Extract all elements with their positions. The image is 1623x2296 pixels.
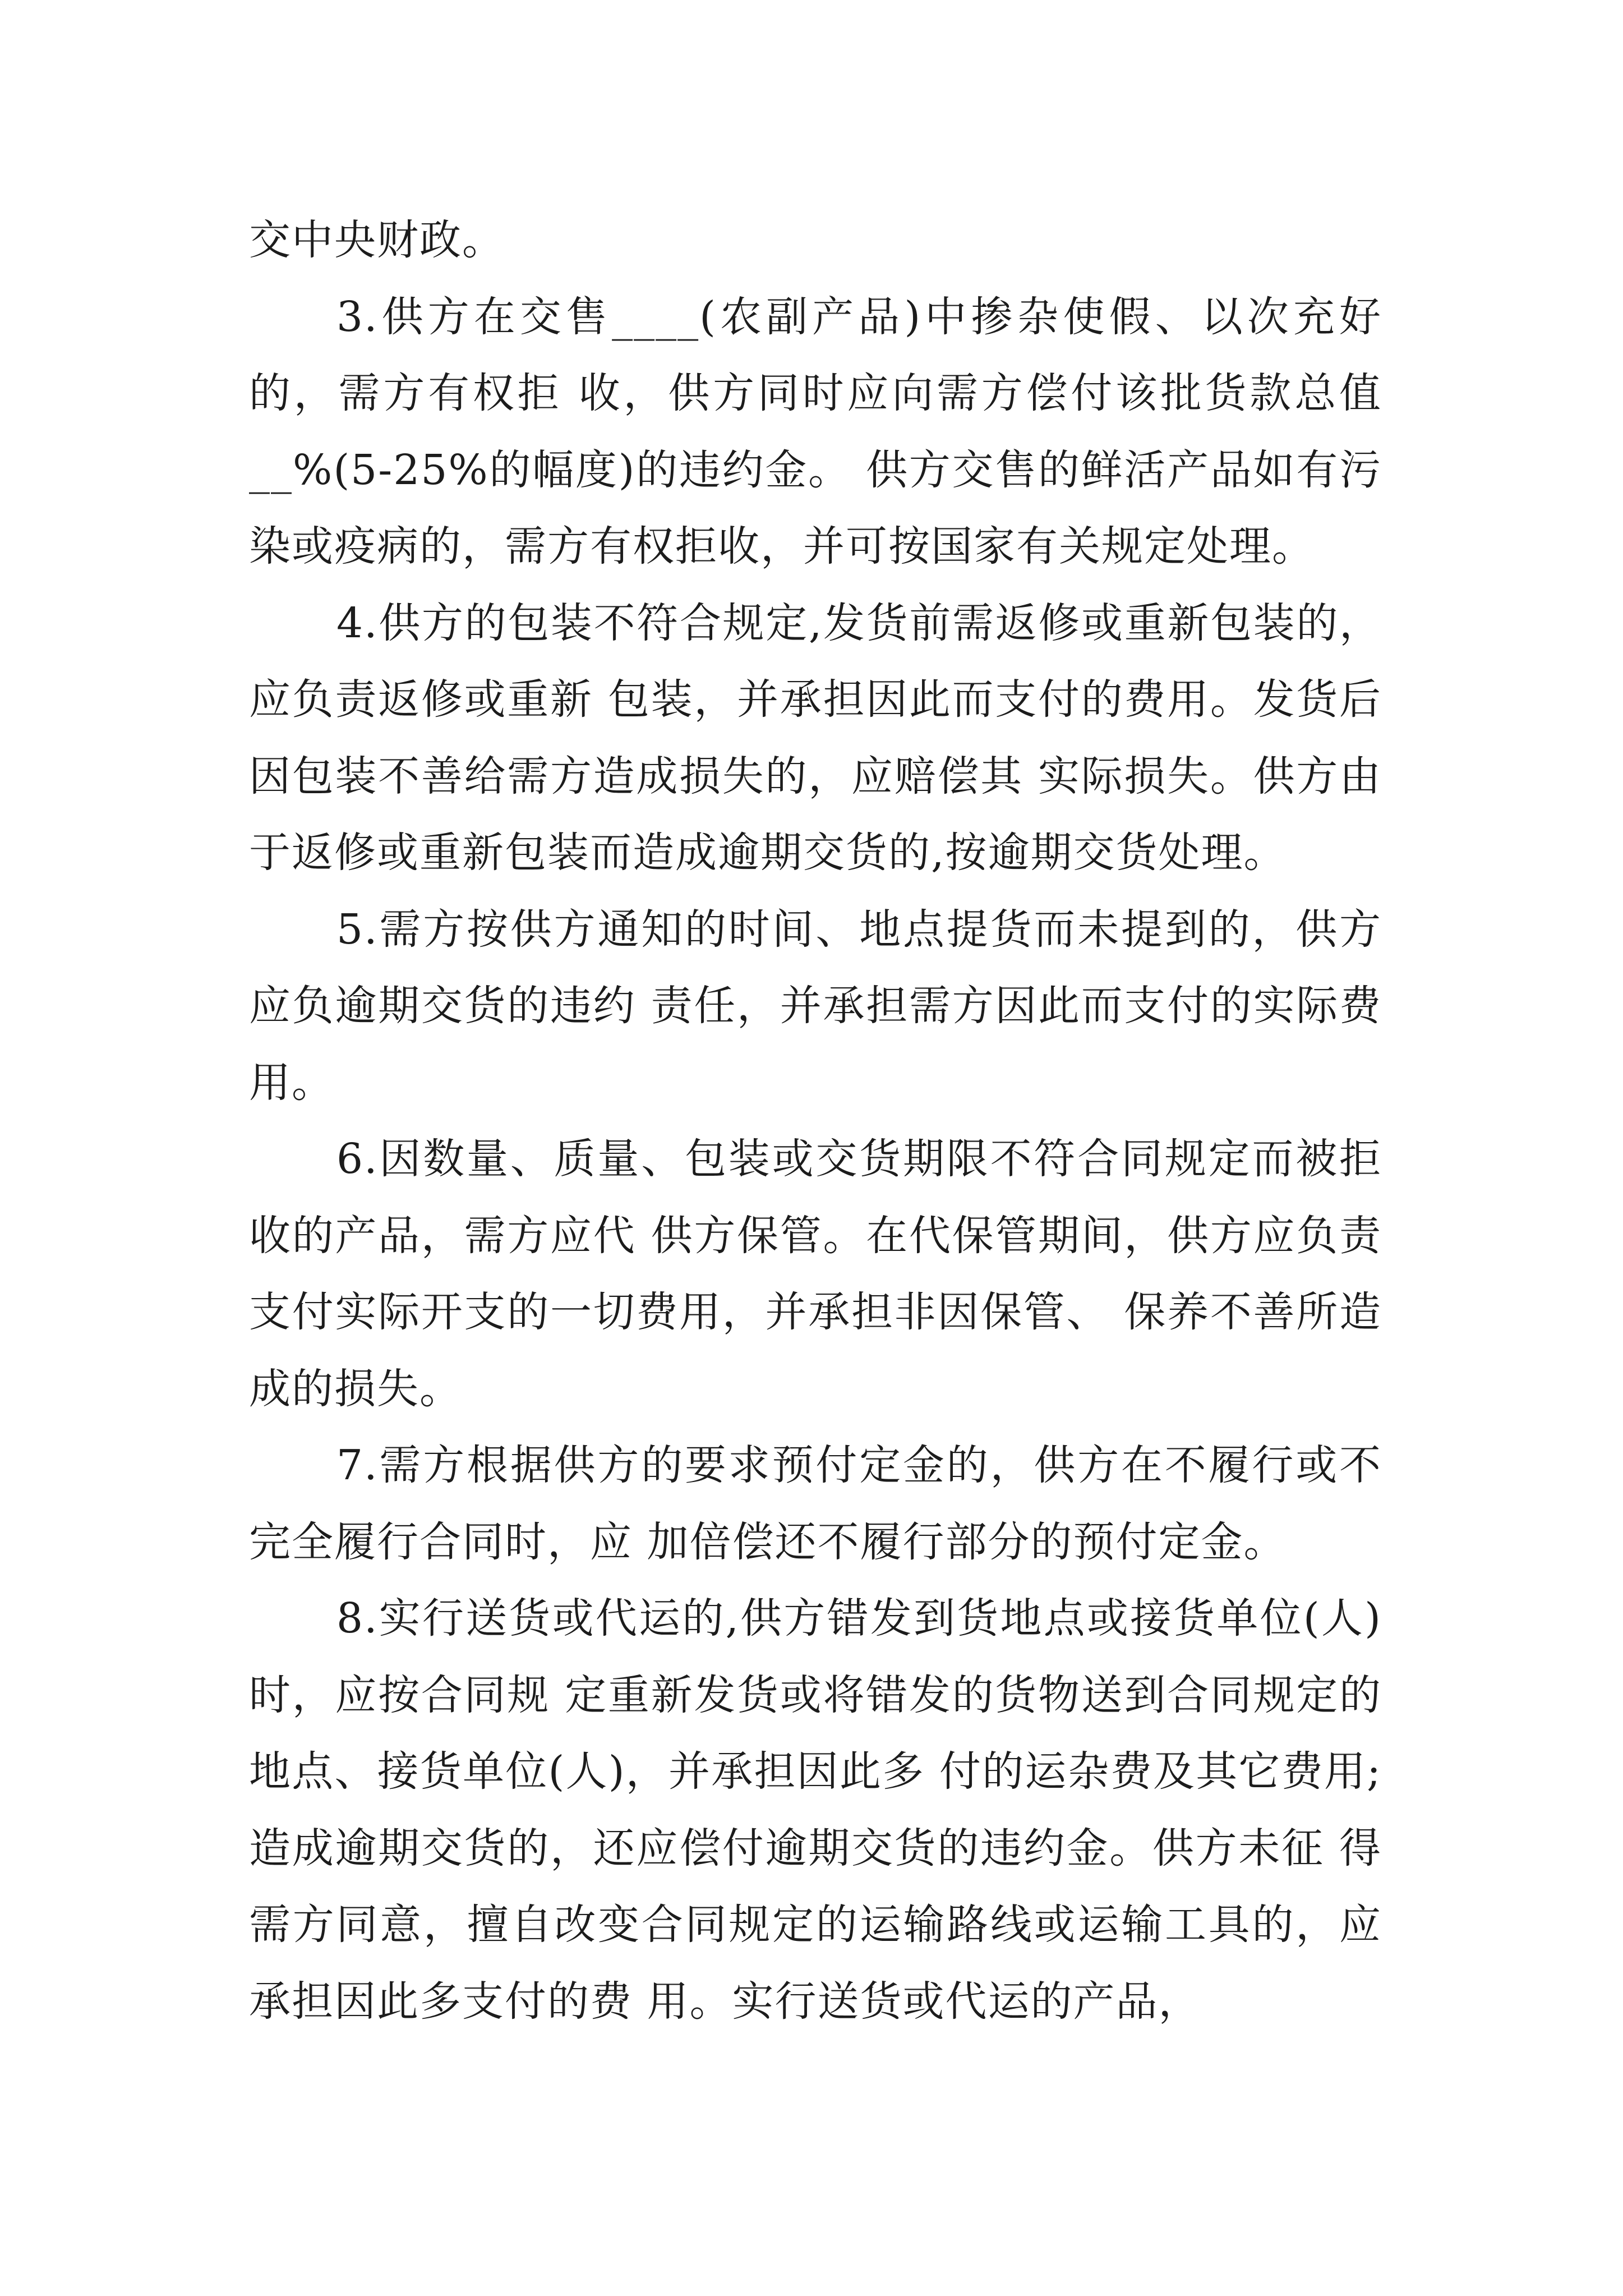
paragraph-clause-5: 5.需方按供方通知的时间、地点提货而未提到的，供方应负逾期交货的违约 责任，并承担需方因此而支付的实际费用。 bbox=[249, 905, 1382, 1107]
paragraph-clause-4: 4.供方的包装不符合规定,发货前需返修或重新包装的，应负责返修或重新 包装，并承担因此而支付的费用。发货后因包装不善给需方造成损失的，应赔偿其 实际损失。供方由于返修或重新包装而造成逾期交货的,按逾期交货处理。 bbox=[249, 599, 1382, 877]
paragraph-continuation: 交中央财政。 bbox=[249, 216, 505, 264]
paragraph-clause-6: 6.因数量、质量、包装或交货期限不符合同规定而被拒收的产品，需方应代 供方保管。在代保管期间，供方应负责支付实际开支的一切费用，并承担非因保管、 保养不善所造成的损失。 bbox=[249, 1135, 1382, 1413]
paragraph-clause-8: 8.实行送货或代运的,供方错发到货地点或接货单位(人)时，应按合同规 定重新发货或将错发的货物送到合同规定的地点、接货单位(人)，并承担因此多 付的运杂费及其它费用;造成逾期交货的，还应偿付逾期交货的违约金。供方未征 得需方同意，擅自改变合同规定的运输路线或运输工具的，应承担因此多支付的费 用。实行送货或代运的产品， bbox=[249, 1594, 1382, 2026]
document-body bbox=[249, 202, 1382, 2040]
paragraph-clause-3: 3.供方在交售____(农副产品)中掺杂使假、以次充好的，需方有权拒 收，供方同时应向需方偿付该批货款总值__%(5-25%的幅度)的违约金。 供方交售的鲜活产品如有污染或疫病的，需方有权拒收，并可按国家有关规定处理。 bbox=[249, 292, 1382, 570]
paragraph-clause-7: 7.需方根据供方的要求预付定金的，供方在不履行或不完全履行合同时，应 加倍偿还不履行部分的预付定金。 bbox=[249, 1441, 1382, 1566]
